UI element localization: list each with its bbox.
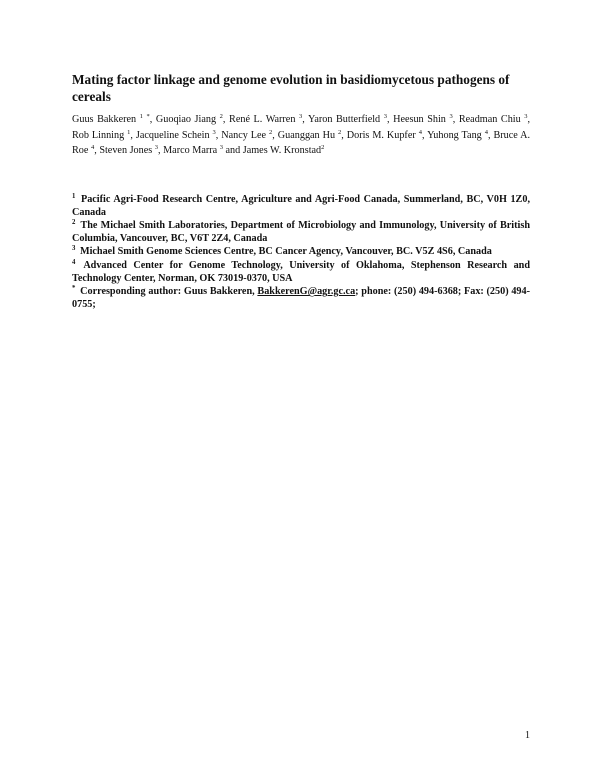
author-affiliation-number: 2: [269, 128, 273, 136]
author-separator: ,: [158, 145, 164, 157]
affiliation-item: [72, 260, 530, 285]
author-name: Rob Linning: [72, 129, 125, 141]
author-separator: ,: [215, 129, 222, 141]
author-separator: ,: [302, 114, 308, 125]
author-separator: ,: [421, 129, 428, 141]
author-separator: ,: [149, 114, 156, 125]
author-affiliation-number: 3: [154, 144, 159, 152]
affiliation-text: Pacific Agri-Food Research Centre, Agriculture and Agri-Food Canada, Summerland, BC, V0H 1Z0, Canada: [72, 194, 530, 218]
affiliation-text: Advanced Center for Genome Technology, University of Oklahoma, Stephenson Research and Technology Center, Norman, OK 73019-0370, USA: [72, 259, 530, 284]
author-separator: and: [222, 145, 243, 157]
author-name: Readman Chiu: [458, 114, 521, 125]
author-affiliation-number: 2: [338, 128, 342, 136]
author-name: James W. Kronstad: [242, 145, 322, 157]
author-name: Nancy Lee: [221, 129, 267, 141]
corresponding-author-marker: *: [146, 113, 150, 120]
affiliation-number: 4: [72, 258, 76, 266]
author-name: Doris M. Kupfer: [346, 129, 416, 141]
page-number: 1: [525, 730, 530, 741]
affiliation-number: 3: [72, 245, 76, 253]
author-name: Heesun Shin: [393, 114, 446, 125]
author-affiliation-number: 3: [449, 113, 453, 120]
author-affiliation-number: 3: [219, 144, 223, 152]
author-name: Jacqueline Schein: [135, 129, 210, 141]
corresponding-author-prefix: Corresponding author: Guus Bakkeren,: [80, 286, 258, 298]
author-affiliation-number: 4: [418, 128, 422, 136]
affiliation-list: [72, 194, 530, 312]
author-affiliation-number: 3: [299, 113, 303, 120]
author-name: René L. Warren: [229, 114, 296, 125]
author-affiliation-number: 4: [484, 128, 488, 136]
author-affiliation-number: 4: [90, 144, 95, 152]
affiliation-text: Michael Smith Genome Sciences Centre, BC Cancer Agency, Vancouver, BC. V5Z 4S6, Canada: [79, 246, 492, 258]
author-separator: ,: [527, 114, 531, 125]
affiliation-text: The Michael Smith Laboratories, Department of Microbiology and Immunology, University of British Columbia, Vancouver, BC, V6T 2Z4, Canada: [72, 220, 530, 244]
paper-title: Mating factor linkage and genome evolution in basidiomycetous pathogens of cereals: [72, 72, 510, 104]
corresponding-author-marker: *: [72, 285, 76, 293]
corresponding-author-info: [72, 286, 530, 311]
author-separator: ,: [222, 114, 230, 125]
author-affiliation-number: 3: [383, 113, 387, 120]
author-name: Yaron Butterfield: [308, 114, 381, 125]
author-name: Guoqiao Jiang: [155, 114, 217, 125]
author-separator: ,: [341, 129, 347, 141]
author-separator: ,: [272, 129, 278, 141]
corresponding-author-suffix: ; phone: (250) 494-6368; Fax: (250) 494-0755;: [72, 286, 531, 310]
author-separator: ,: [130, 129, 136, 141]
author-affiliation-number: 2: [219, 113, 223, 120]
author-name: Steven Jones: [99, 145, 153, 157]
corresponding-email-link[interactable]: BakkerenG@agr.gc.ca: [257, 286, 356, 298]
author-name: Bruce A. Roe: [72, 129, 531, 157]
author-affiliation-number: 2: [321, 144, 325, 152]
author-affiliation-number: 3: [212, 128, 216, 136]
affiliation-item: [72, 194, 530, 219]
author-affiliation-number: 1: [139, 113, 143, 120]
author-affiliation-number: 1: [127, 128, 131, 136]
author-name: Guanggan Hu: [277, 129, 336, 141]
author-name: Yuhong Tang: [427, 129, 482, 141]
author-separator: ,: [386, 114, 394, 125]
affiliation-number: 2: [72, 219, 76, 227]
author-separator: ,: [452, 114, 459, 125]
affiliation-item: [72, 246, 530, 259]
author-affiliation-number: 3: [524, 113, 528, 120]
author-name: Guus Bakkeren: [72, 114, 137, 125]
affiliation-item: [72, 220, 530, 245]
author-separator: ,: [94, 145, 100, 157]
affiliation-number: 1: [72, 193, 76, 200]
author-name: Marco Marra: [163, 145, 218, 157]
author-separator: ,: [487, 129, 494, 141]
author-list: [72, 112, 530, 159]
